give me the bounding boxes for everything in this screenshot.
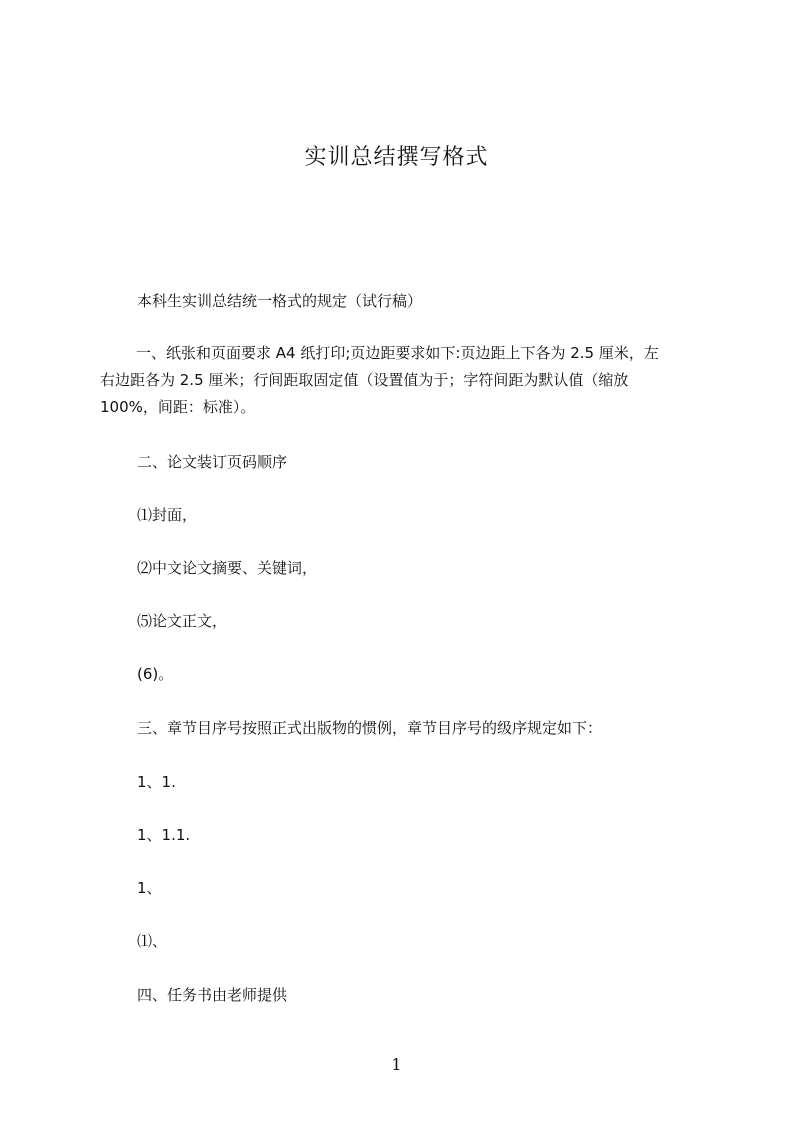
section-1-line-3: 100%，间距：标准）。 — [100, 398, 256, 416]
section-2-item: ⑴封面， — [137, 506, 198, 524]
section-3-item: 1、1.1. — [137, 826, 191, 844]
section-2-item: ⑵中文论文摘要、关键词， — [137, 559, 318, 577]
section-1-paragraph — [100, 340, 707, 421]
section-4-heading: 四、任务书由老师提供 — [137, 986, 288, 1004]
section-3-item: 1、1. — [137, 773, 176, 791]
section-2-item: ⑸论文正文， — [137, 612, 228, 630]
section-2-heading: 二、论文装订页码顺序 — [137, 453, 288, 471]
page-number: 1 — [391, 1055, 402, 1074]
section-3-item: ⑴、 — [137, 932, 168, 950]
document-subtitle: 本科生实训总结统一格式的规定（试行稿） — [137, 292, 423, 310]
section-1-line-2: 右边距各为 2.5 厘米；行间距取固定值（设置值为于；字符间距为默认值（缩放 — [100, 371, 629, 389]
section-3-heading: 三、章节目序号按照正式出版物的惯例，章节目序号的级序规定如下： — [137, 719, 603, 737]
page-title: 实训总结撰写格式 — [304, 145, 489, 170]
section-2-item: (6)。 — [137, 665, 174, 683]
section-3-item: 1、 — [137, 879, 162, 897]
section-1-line-1: 一、纸张和页面要求 A4 纸打印;页边距要求如下:页边距上下各为 2.5 厘米，左 — [136, 344, 659, 362]
